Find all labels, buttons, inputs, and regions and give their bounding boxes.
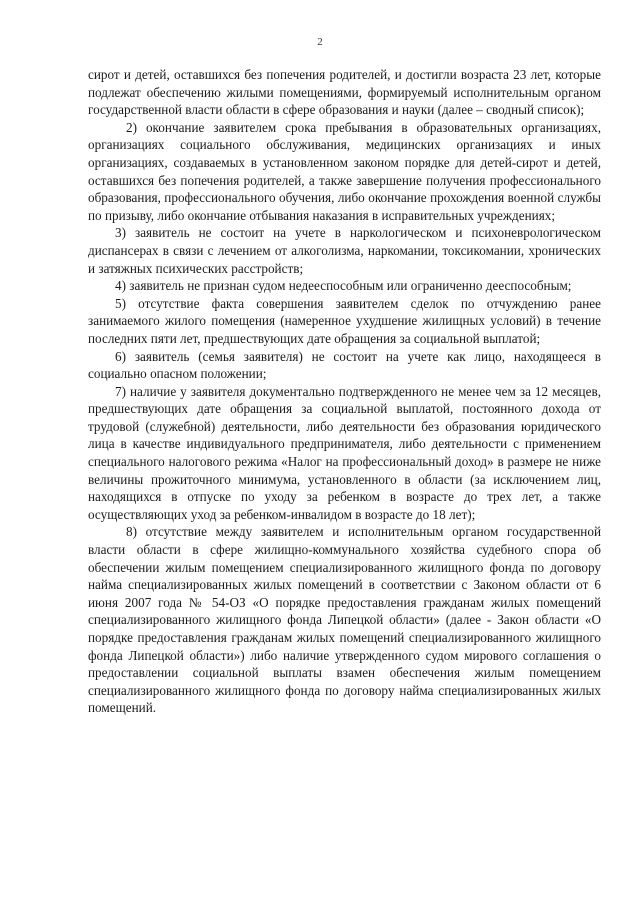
page-number: 2	[317, 36, 323, 48]
paragraph-continuation: сирот и детей, оставшихся без попечения родителей, и достигли возраста 23 лет, которые подлежат обеспечению жилыми помещениями, формируемый исполнительным органом государственной власти области в сфере образования и науки (далее – сводный список);	[88, 67, 601, 118]
paragraph-item-7: 7) наличие у заявителя документально подтвержденного не менее чем за 12 месяцев, предшествующих дате обращения за социальной выплатой, постоянного дохода от трудовой (служебной) деятельности, либо деятельности без образования юридического лица в качестве индивидуального предпринимателя, либо деятельности с применением специального налогового режима «Налог на профессиональный доход» в размере не ниже величины прожиточного минимума, установленного в области (за исключением лиц, находящихся в отпуске по уходу за ребенком в возрасте до трех лет, а также осуществляющих уход за ребенком-инвалидом в возрасте до 18 лет);	[88, 383, 601, 522]
paragraph-item-8: 8) отсутствие между заявителем и исполнительным органом государственной власти области в сфере жилищно-коммунального хозяйства судебного спора об обеспечении жилым помещением специализированного жилищного фонда по договору найма специализированных жилых помещений в соответствии с Законом области от 6 июня 2007 года № 54-ОЗ «О порядке предоставления гражданам жилых помещений специализированного жилищного фонда Липецкой области» (далее - Закон области «О порядке предоставления гражданам жилых помещений специализированного жилищного фонда Липецкой области») либо наличие утвержденного судом мирового соглашения о предоставлении социальной выплаты взамен обеспечения жилым помещением специализированного жилищного фонда по договору найма специализированных жилых помещений.	[88, 524, 601, 716]
paragraph-item-2: 2) окончание заявителем срока пребывания в образовательных организациях, организациях социального обслуживания, медицинских организациях и иных организациях, создаваемых в установленном законом порядке для детей-сирот и детей, оставшихся без попечения родителей, а также завершение получения профессионального образования, профессионального обучения, либо окончание прохождения военной службы по призыву, либо окончание отбывания наказания в исправительных учреждениях;	[88, 119, 601, 223]
document-body	[88, 66, 601, 717]
paragraph-item-6: 6) заявитель (семья заявителя) не состоит на учете как лицо, находящееся в социально опасном положении;	[88, 348, 601, 382]
paragraph-item-5: 5) отсутствие факта совершения заявителем сделок по отчуждению ранее занимаемого жилого помещения (намеренное ухудшение жилищных условий) в течение последних пяти лет, предшествующих дате обращения за социальной выплатой;	[88, 295, 601, 346]
paragraph-item-4: 4) заявитель не признан судом недееспособным или ограниченно дееспособным;	[115, 278, 572, 294]
paragraph-item-3: 3) заявитель не состоит на учете в наркологическом и психоневрологическом диспансерах в связи с лечением от алкоголизма, наркомании, токсикомании, хронических и затяжных психических расстройств;	[88, 225, 601, 276]
